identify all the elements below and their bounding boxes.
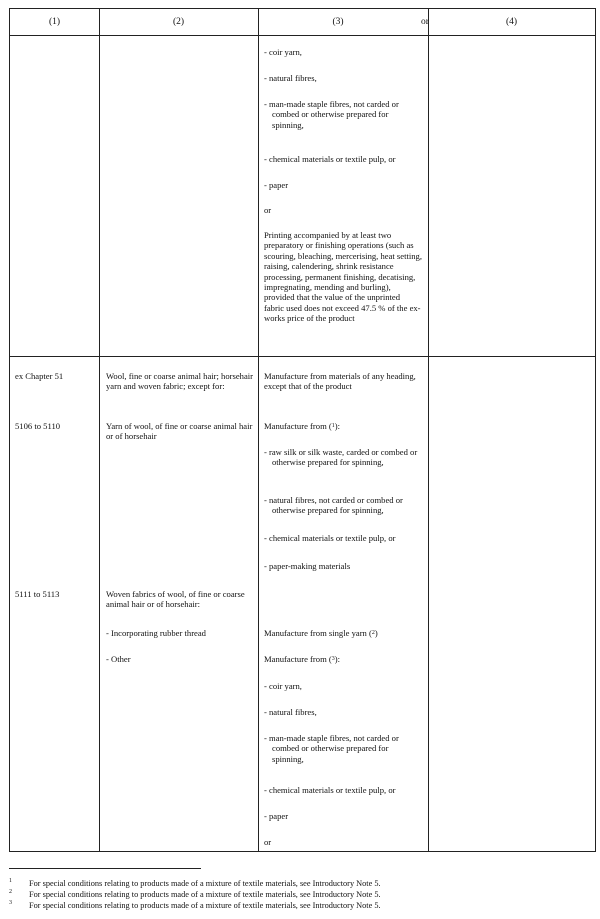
- ch51-rule: Manufacture from materials of any heading, except that of the product: [264, 371, 416, 392]
- column-divider: [258, 9, 259, 851]
- column-divider: [428, 9, 429, 851]
- list-item: - raw silk or silk waste, carded or combed or otherwise prepared for spinning,: [264, 447, 418, 468]
- header-col-1: (1): [48, 17, 61, 27]
- footnote-text: For special conditions relating to products made of a mixture of textile materials, see Introductory Note 5.: [29, 879, 381, 888]
- list-item: - man-made staple fibres, not carded or combed or otherwise prepared for spinning,: [264, 99, 399, 130]
- header-divider: [10, 35, 595, 36]
- r5111-sub1-rule: Manufacture from single yarn ($^2$): [264, 628, 378, 638]
- footnote-number: 3: [9, 900, 12, 906]
- footnote-text: For special conditions relating to products made of a mixture of textile materials, see Introductory Note 5.: [29, 890, 381, 899]
- r5111-sub1: - Incorporating rubber thread: [106, 628, 206, 638]
- list-item: - paper-making materials: [264, 561, 351, 571]
- list-item: - chemical materials or textile pulp, or: [264, 154, 396, 164]
- r5111-intro: Manufacture from ($^3$):: [264, 654, 341, 664]
- rules-table: [9, 8, 596, 852]
- list-item: or: [264, 205, 272, 215]
- column-divider: [99, 9, 100, 851]
- list-item: - chemical materials or textile pulp, or: [264, 533, 396, 543]
- row-divider: [10, 356, 595, 357]
- ch51-heading: ex Chapter 51: [15, 371, 64, 381]
- list-item: - chemical materials or textile pulp, or: [264, 785, 396, 795]
- r5106-heading: 5106 to 5110: [15, 421, 61, 431]
- printing-rule: Printing accompanied by at least two preparatory or finishing operations (such as scouring, bleaching, mercerising, heat setting, raising, calendering, shrink resistance processing, permanent finishing, decatising, impregnating, mending and burling), provided that the value of the unprinted fabric used does not exceed 47.5 % of the ex-works price of the product: [264, 230, 422, 324]
- footnote-ref: 2: [371, 630, 375, 636]
- list-item: - natural fibres, not carded or combed or otherwise prepared for spinning,: [264, 495, 403, 516]
- r5111-sub2: - Other: [106, 654, 131, 664]
- list-item: - coir yarn,: [264, 681, 302, 691]
- header-col-2: (2): [172, 17, 185, 27]
- footnote-number: 1: [9, 878, 12, 884]
- ch51-description: Wool, fine or coarse animal hair; horsehair yarn and woven fabric; except for:: [106, 371, 254, 392]
- list-item: - coir yarn,: [264, 47, 302, 57]
- header-col-3: (3): [332, 17, 344, 27]
- header-or: or: [421, 17, 429, 27]
- footnote-text: For special conditions relating to products made of a mixture of textile materials, see Introductory Note 5.: [29, 901, 381, 910]
- list-item: - man-made staple fibres, not carded or combed or otherwise prepared for spinning,: [264, 733, 399, 764]
- r5106-intro: Manufacture from ($^1$):: [264, 421, 341, 431]
- footnote-number: 2: [9, 889, 12, 895]
- list-item: - natural fibres,: [264, 73, 317, 83]
- r5111-description: Woven fabrics of wool, of fine or coarse animal hair or of horsehair:: [106, 589, 245, 610]
- footnote-ref: 1: [331, 423, 335, 429]
- footnote-ref: 3: [331, 656, 335, 662]
- footnote-separator: [9, 868, 201, 869]
- list-item: or: [264, 837, 272, 847]
- list-item: - paper: [264, 811, 289, 821]
- r5111-heading: 5111 to 5113: [15, 589, 60, 599]
- list-item: - natural fibres,: [264, 707, 317, 717]
- r5106-description: Yarn of wool, of fine or coarse animal hair or of horsehair: [106, 421, 253, 442]
- header-col-4: (4): [505, 17, 518, 27]
- list-item: - paper: [264, 180, 289, 190]
